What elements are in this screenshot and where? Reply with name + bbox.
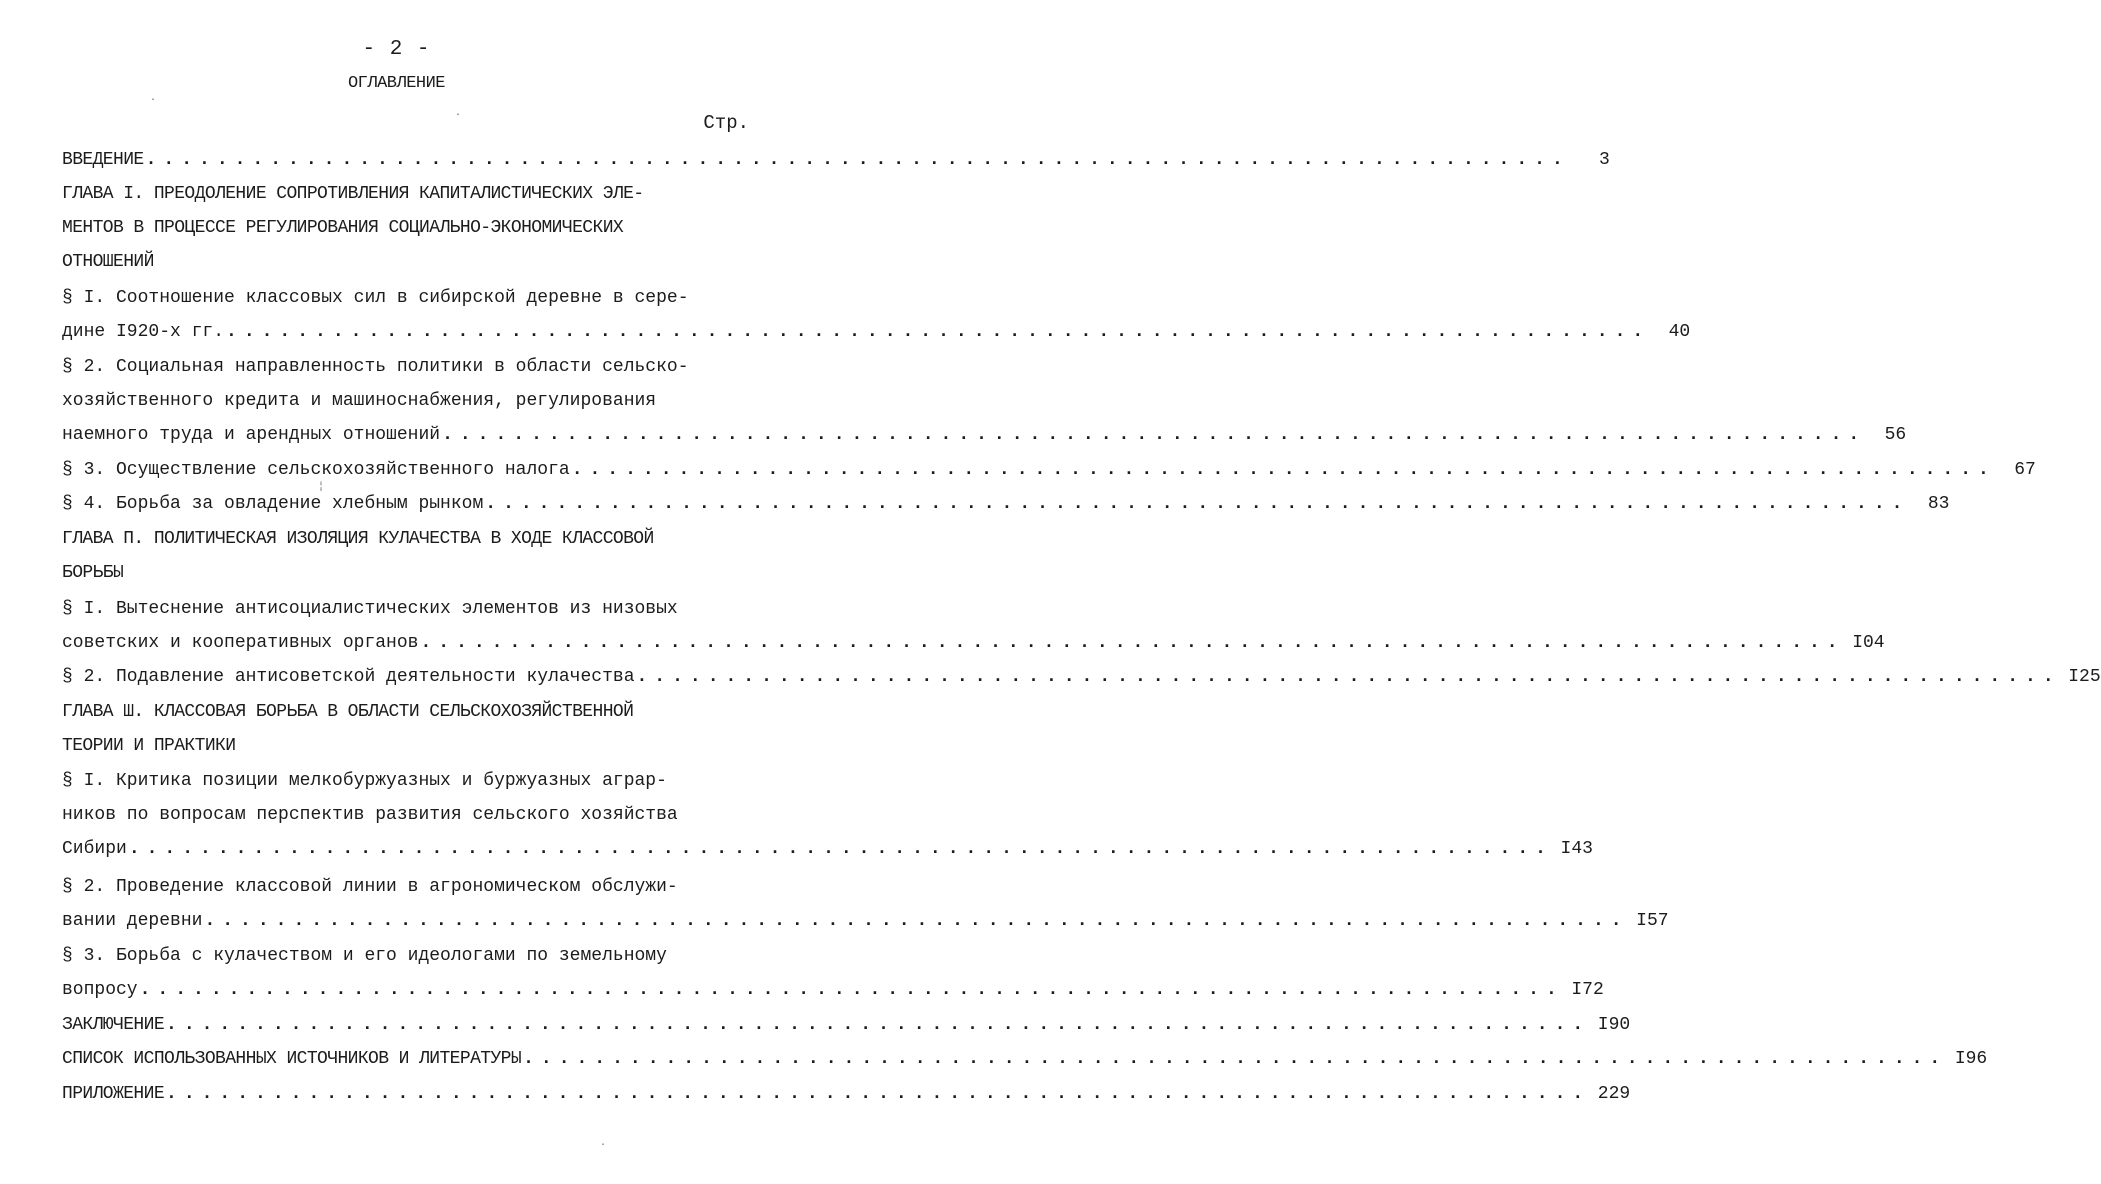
toc-dot-leader: ................................................................................	[442, 425, 1867, 445]
toc-line	[62, 420, 1907, 450]
document-title: ОГЛАВЛЕНИЕ	[347, 74, 446, 93]
toc-line	[62, 1044, 1988, 1074]
toc-entry-text: ЗАКЛЮЧЕНИЕ	[62, 1015, 165, 1035]
toc-entry-text: § 2. Проведение классовой линии в агрономическом обслужи-	[62, 877, 678, 897]
toc-page-number: I04	[1852, 633, 1885, 653]
toc-entry-text: вании деревни	[62, 911, 203, 931]
toc-dot-leader: ................................................................................	[571, 460, 1996, 480]
toc-line	[62, 872, 738, 902]
toc-line	[62, 662, 2101, 692]
toc-entry-text: § I. Критика позиции мелкобуржуазных и буржуазных аграр-	[62, 771, 667, 791]
toc-page-number: I96	[1954, 1049, 1988, 1069]
toc-dot-leader: ................................................................................	[226, 322, 1651, 342]
toc-entry-text: СПИСОК ИСПОЛЬЗОВАННЫХ ИСТОЧНИКОВ И ЛИТЕРАТУРЫ	[62, 1049, 522, 1069]
toc-line	[62, 906, 1669, 936]
toc-entry-text: § 3. Борьба с кулачеством и его идеологами по земельному	[62, 946, 667, 966]
toc-line	[62, 247, 738, 277]
toc-line	[62, 283, 738, 313]
toc-entry-text: Сибири	[62, 839, 127, 859]
toc-page-number: I43	[1560, 839, 1593, 859]
toc-entry-text: ников по вопросам перспектив развития сельского хозяйства	[62, 805, 678, 825]
toc-entry-text: § 2. Социальная направленность политики в области сельско-	[62, 357, 689, 377]
toc-line	[62, 179, 738, 209]
toc-entry-text: ПРИЛОЖЕНИЕ	[62, 1084, 165, 1104]
toc-dot-leader: ................................................................................	[485, 494, 1910, 514]
toc-entry-text: ГЛАВА П. ПОЛИТИЧЕСКАЯ ИЗОЛЯЦИЯ КУЛАЧЕСТВА В ХОДЕ КЛАССОВОЙ	[62, 529, 654, 549]
toc-page-number: 3	[1598, 150, 1610, 170]
toc-entry-text: ТЕОРИИ И ПРАКТИКИ	[62, 736, 236, 756]
toc-dot-leader: ................................................................................	[145, 150, 1570, 170]
toc-line	[62, 352, 738, 382]
toc-line	[62, 834, 1593, 864]
toc-line	[62, 594, 738, 624]
toc-page-number: I57	[1636, 911, 1669, 931]
toc-line	[62, 524, 738, 554]
page-column-header: Стр.	[703, 112, 749, 134]
toc-entry-text: МЕНТОВ В ПРОЦЕССЕ РЕГУЛИРОВАНИЯ СОЦИАЛЬНО-ЭКОНОМИЧЕСКИХ	[62, 218, 624, 238]
toc-page-number: I25	[2068, 667, 2101, 687]
toc-entry-text: дине I920-х гг.	[62, 322, 225, 342]
toc-line	[62, 317, 1691, 347]
toc-dot-leader: ................................................................................	[166, 1015, 1591, 1035]
toc-dot-leader: ................................................................................	[636, 667, 2061, 687]
toc-dot-leader: ................................................................................	[139, 980, 1564, 1000]
toc-line	[62, 800, 738, 830]
toc-line	[62, 697, 738, 727]
scan-speck: ·	[455, 110, 462, 121]
toc-entry-text: ОТНОШЕНИЙ	[62, 252, 154, 272]
toc-line	[62, 455, 2036, 485]
scan-speck: ¦	[318, 482, 325, 493]
toc-entry-text: § 2. Подавление антисоветской деятельности кулачества	[62, 667, 635, 687]
toc-entry-text: ГЛАВА I. ПРЕОДОЛЕНИЕ СОПРОТИВЛЕНИЯ КАПИТАЛИСТИЧЕСКИХ ЭЛЕ-	[62, 184, 644, 204]
toc-page-number: 83	[1927, 494, 1950, 514]
toc-dot-leader: ................................................................................	[204, 911, 1629, 931]
scan-speck: ·	[150, 95, 157, 106]
toc-entry-text: ГЛАВА Ш. КЛАССОВАЯ БОРЬБА В ОБЛАСТИ СЕЛЬСКОХОЗЯЙСТВЕННОЙ	[62, 702, 634, 722]
toc-entry-text: советских и кооперативных органов	[62, 633, 419, 653]
toc-dot-leader: ................................................................................	[523, 1049, 1948, 1069]
toc-page-number: 229	[1597, 1084, 1631, 1104]
page-number: - 2 -	[362, 38, 431, 61]
toc-page-number: 40	[1668, 322, 1691, 342]
toc-page-number: I72	[1571, 980, 1604, 1000]
toc-line	[62, 145, 1610, 175]
toc-line	[62, 386, 738, 416]
toc-entry-text: § I. Соотношение классовых сил в сибирской деревне в сере-	[62, 288, 689, 308]
toc-entry-text: БОРЬБЫ	[62, 563, 124, 583]
toc-dot-leader: ................................................................................	[166, 1084, 1591, 1104]
toc-entry-text: § I. Вытеснение антисоциалистических элементов из низовых	[62, 599, 678, 619]
toc-page-number: 67	[2014, 460, 2036, 480]
toc-line	[62, 1010, 1631, 1040]
toc-dot-leader: ................................................................................	[128, 839, 1553, 859]
toc-entry-text: § 4. Борьба за овладение хлебным рынком	[62, 494, 484, 514]
toc-line	[62, 558, 738, 588]
toc-line	[62, 975, 1604, 1005]
toc-entry-text: вопросу	[62, 980, 138, 1000]
toc-dot-leader: ................................................................................	[420, 633, 1845, 653]
scan-speck: ·	[600, 1140, 607, 1151]
toc-line	[62, 628, 1885, 658]
toc-page-number: I90	[1597, 1015, 1631, 1035]
toc-entry-text: § 3. Осуществление сельскохозяйственного налога	[62, 460, 570, 480]
toc-line	[62, 1079, 1631, 1109]
toc-line	[62, 213, 738, 243]
toc-line	[62, 766, 738, 796]
toc-page-number: 56	[1884, 425, 1907, 445]
toc-line	[62, 731, 738, 761]
toc-entry-text: ВВЕДЕНИЕ	[62, 150, 144, 170]
toc-line	[62, 941, 738, 971]
toc-entry-text: наемного труда и арендных отношений	[62, 425, 441, 445]
toc-entry-text: хозяйственного кредита и машиноснабжения, регулирования	[62, 391, 657, 411]
toc-line	[62, 489, 1950, 519]
